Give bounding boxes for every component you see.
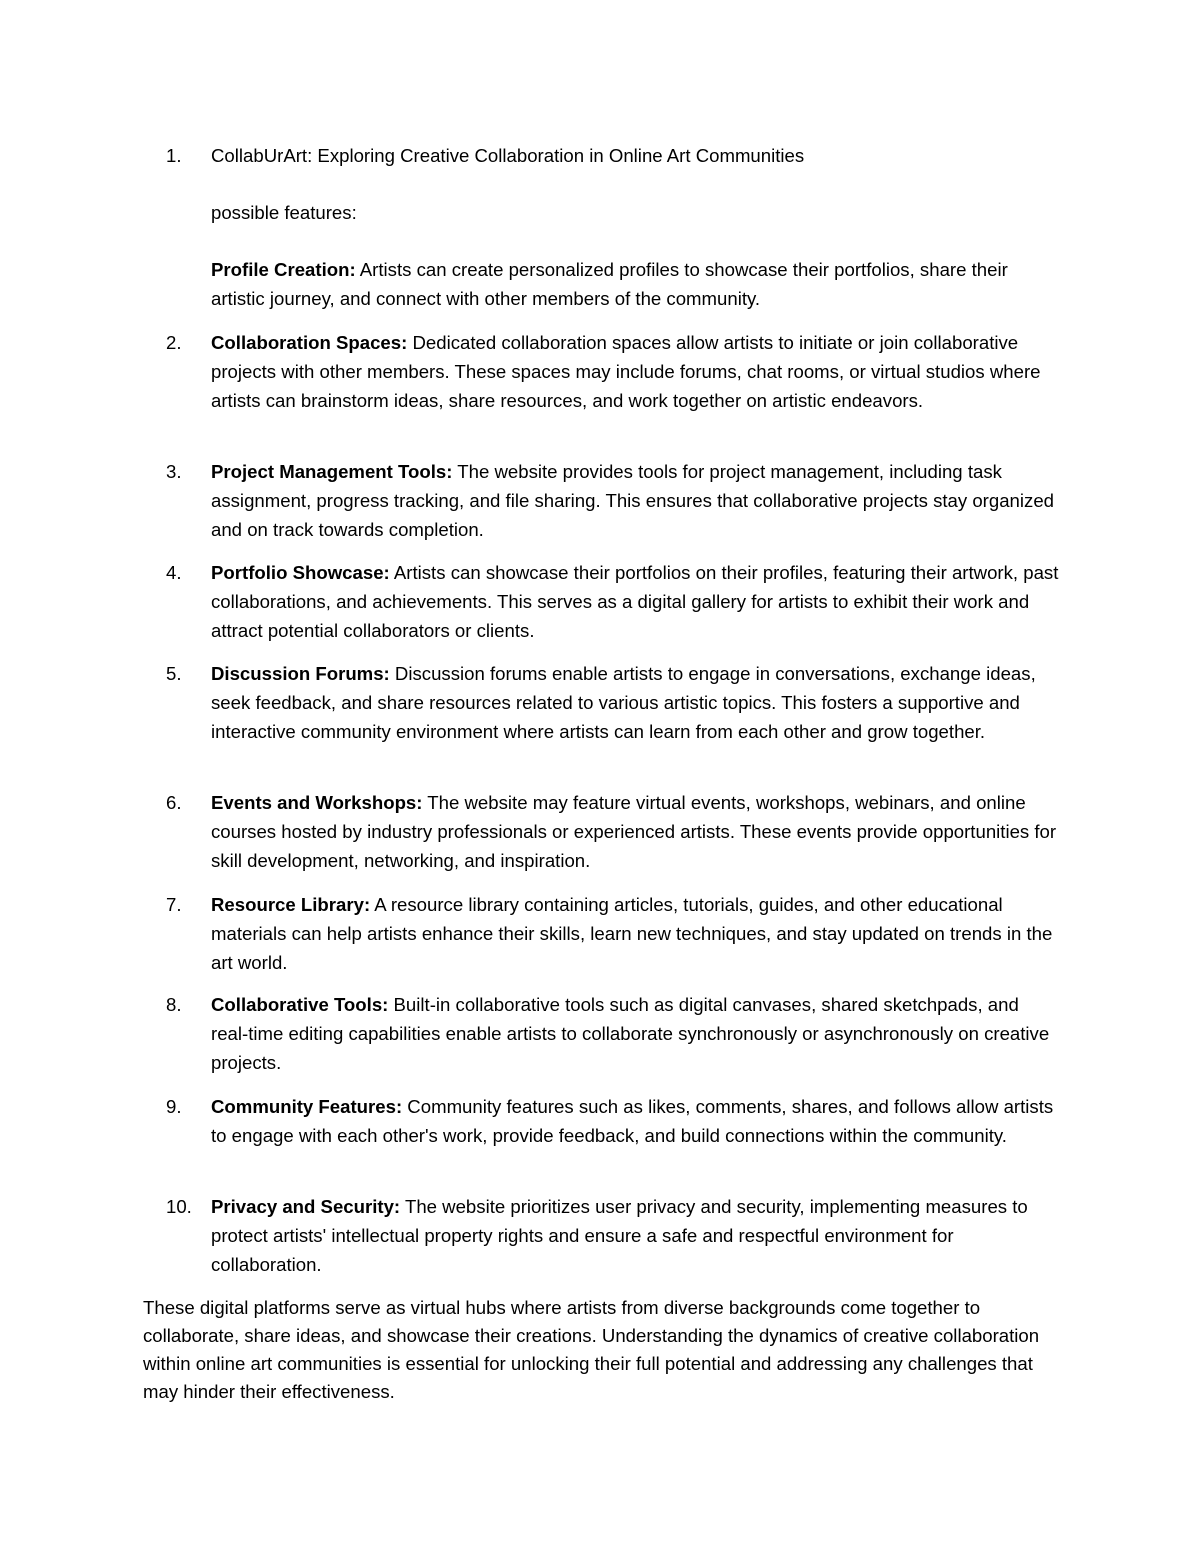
closing-paragraph: These digital platforms serve as virtual hubs where artists from diverse backgrounds come together to collaborate, share ideas, and showcase their creations. Understanding the dynamics of creative collaboration within online art communities is essential for unlocking their full potential and addressing any challenges that may hinder their effectiveness. (143, 1297, 1040, 1402)
list-item-body (211, 328, 1061, 415)
feature-description: The website may feature virtual events, workshops, webinars, and online courses hosted by industry professionals or experienced artists. These events provide opportunities for skill development, networking, and inspiration. (211, 792, 1057, 871)
feature-description: Dedicated collaboration spaces allow artists to initiate or join collaborative projects with other members. These spaces may include forums, chat rooms, or virtual studios where artists can brainstorm ideas, share resources, and work together on artistic endeavors. (211, 332, 1041, 411)
feature-term: Profile Creation: (211, 259, 356, 280)
list-number: 1. (166, 145, 182, 166)
list-number: 7. (166, 894, 182, 915)
feature-description: Artists can create personalized profiles to showcase their portfolios, share their artistic journey, and connect with other members of the community. (211, 259, 1008, 309)
feature-term: Collaborative Tools: (211, 994, 389, 1015)
feature-term: Discussion Forums: (211, 663, 390, 684)
list-number: 10. (166, 1196, 192, 1217)
list-number: 2. (166, 332, 182, 353)
list-number: 4. (166, 562, 182, 583)
feature-description: Artists can showcase their portfolios on their profiles, featuring their artwork, past collaborations, and achievements. This serves as a digital gallery for artists to exhibit their work and attract potential collaborators or clients. (211, 562, 1059, 641)
feature-term: Community Features: (211, 1096, 403, 1117)
list-number: 8. (166, 994, 182, 1015)
feature-term: Collaboration Spaces: (211, 332, 408, 353)
feature-description: The website prioritizes user privacy and security, implementing measures to protect artists' intellectual property rights and ensure a safe and respectful environment for collaboration. (211, 1196, 1028, 1275)
feature-term: Resource Library: (211, 894, 371, 915)
document-title: CollabUrArt: Exploring Creative Collaboration in Online Art Communities (211, 145, 805, 166)
list-number: 9. (166, 1096, 182, 1117)
list-number: 6. (166, 792, 182, 813)
list-number: 3. (166, 461, 182, 482)
feature-description: Built-in collaborative tools such as digital canvases, shared sketchpads, and real-time editing capabilities enable artists to collaborate synchronously or asynchronously on creative projects. (211, 994, 1050, 1073)
feature-term: Project Management Tools: (211, 461, 453, 482)
list-item-body (211, 788, 1061, 875)
list-item-body (211, 457, 1061, 544)
feature-description: Discussion forums enable artists to engage in conversations, exchange ideas, seek feedback, and share resources related to various artistic topics. This fosters a supportive and interactive community environment where artists can learn from each other and grow together. (211, 663, 1036, 742)
list-item-body (211, 990, 1061, 1077)
feature-term: Events and Workshops: (211, 792, 423, 813)
list-item-body (211, 659, 1061, 746)
profile-feature (211, 255, 1061, 313)
subheading: possible features: (211, 202, 357, 223)
feature-description: Community features such as likes, comments, shares, and follows allow artists to engage with each other's work, provide feedback, and build connections within the community. (211, 1096, 1054, 1146)
feature-term: Portfolio Showcase: (211, 562, 390, 583)
list-item-body (211, 890, 1061, 977)
list-number: 5. (166, 663, 182, 684)
feature-term: Privacy and Security: (211, 1196, 401, 1217)
feature-description: A resource library containing articles, tutorials, guides, and other educational materials can help artists enhance their skills, learn new techniques, and stay updated on trends in the art world. (211, 894, 1053, 973)
feature-description: The website provides tools for project management, including task assignment, progress tracking, and file sharing. This ensures that collaborative projects stay organized and on track towards completion. (211, 461, 1055, 540)
list-item-body (211, 1092, 1061, 1150)
list-item-body (211, 558, 1061, 645)
list-item-body (211, 1192, 1061, 1279)
